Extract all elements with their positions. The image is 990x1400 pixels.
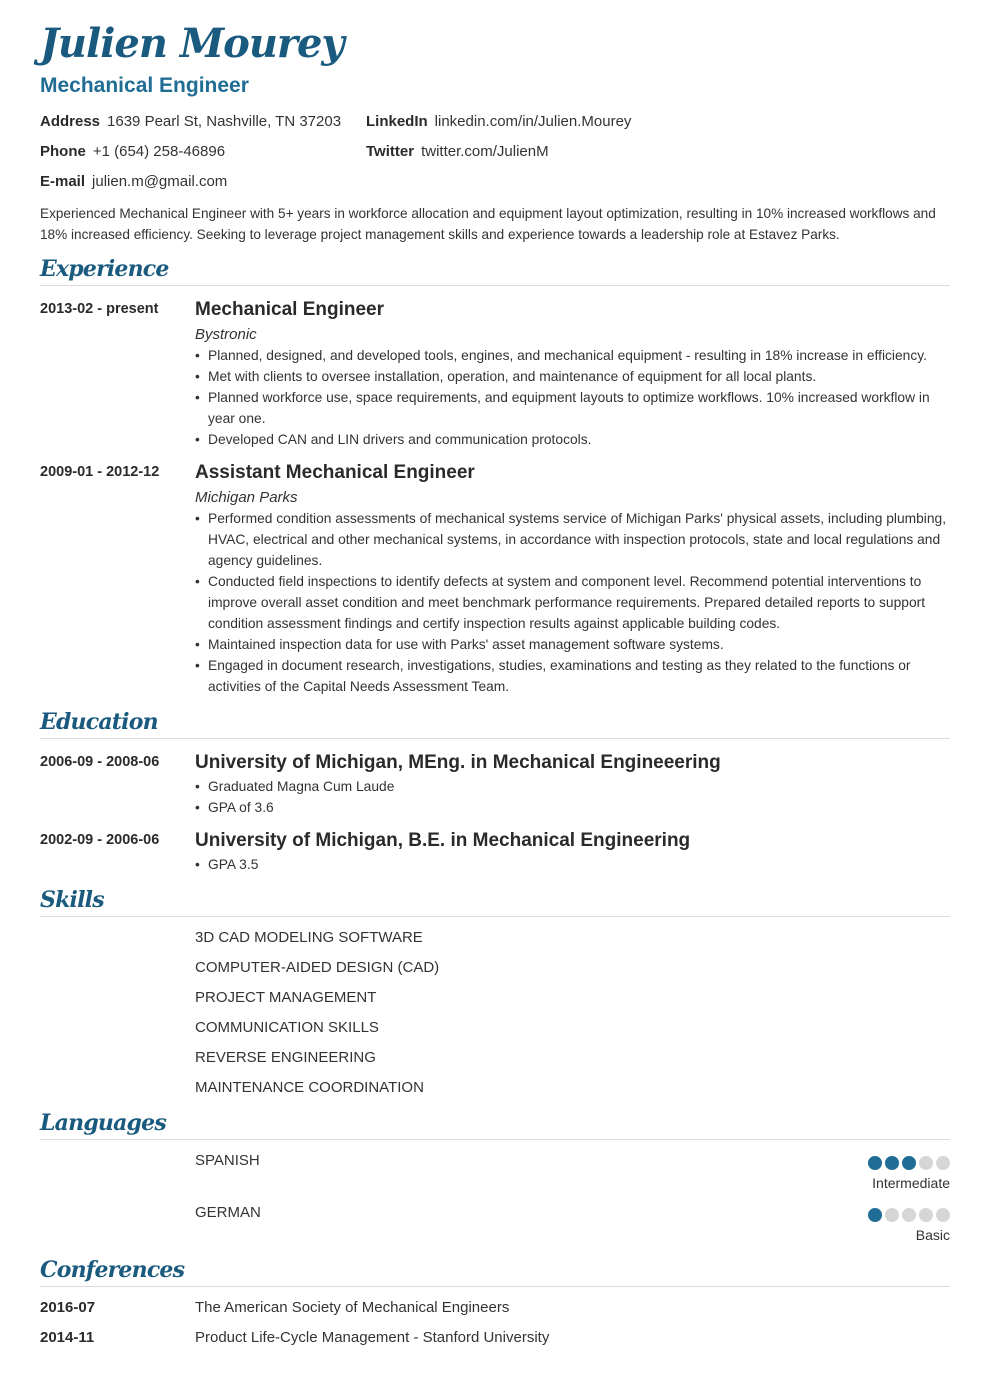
conference-date: 2014-11 bbox=[40, 1329, 95, 1346]
job-bullets bbox=[195, 508, 950, 697]
language-level: Basic bbox=[915, 1227, 950, 1243]
skills-section-header bbox=[40, 887, 950, 917]
skill-item: COMMUNICATION SKILLS bbox=[195, 1019, 379, 1036]
education-section-header bbox=[40, 709, 950, 739]
contact-phone-label: Phone bbox=[40, 143, 86, 160]
skill-item: 3D CAD MODELING SOFTWARE bbox=[195, 929, 423, 946]
contact-email bbox=[40, 173, 227, 190]
contact-address bbox=[40, 113, 341, 130]
education-bullet: • Graduated Magna Cum Laude bbox=[195, 776, 950, 797]
rating-dot-filled bbox=[868, 1208, 882, 1222]
contact-twitter-label: Twitter bbox=[366, 143, 415, 160]
experience-section-header bbox=[40, 256, 950, 286]
language-level: Intermediate bbox=[872, 1175, 950, 1191]
language-name: SPANISH bbox=[195, 1152, 260, 1169]
job-company: Michigan Parks bbox=[195, 489, 298, 506]
conference-name: The American Society of Mechanical Engineers bbox=[195, 1299, 510, 1316]
contact-address-label: Address bbox=[40, 113, 101, 130]
contact-phone bbox=[40, 143, 225, 160]
rating-dot-filled bbox=[868, 1156, 882, 1170]
language-rating-dots bbox=[868, 1156, 950, 1170]
contact-email-value[interactable]: julien.m@gmail.com bbox=[92, 173, 228, 190]
profile-summary: Experienced Mechanical Engineer with 5+ years in workforce allocation and equipment layout optimization, resulting in 10% increased workflows and 18% increased efficiency. Seeking to leverage project management skills and experience towards a leadership role at Estavez Parks. bbox=[40, 206, 936, 242]
job-bullet: • Conducted field inspections to identify defects at system and component level. Recommend potential interventions to improve overall asset condition and meet benchmark performance requirements. Prepared detailed reports to support condition assessment findings and certify inspection results against applicable building codes. bbox=[195, 571, 950, 634]
skills-heading: Skills bbox=[40, 887, 104, 913]
conferences-section-header bbox=[40, 1257, 950, 1287]
skill-item: COMPUTER-AIDED DESIGN (CAD) bbox=[195, 959, 440, 976]
skill-item: PROJECT MANAGEMENT bbox=[195, 989, 377, 1006]
education-dates: 2006-09 - 2008-06 bbox=[40, 754, 160, 770]
education-bullet: • GPA of 3.6 bbox=[195, 797, 950, 818]
job-bullet: • Maintained inspection data for use with Parks' asset management software systems. bbox=[195, 634, 950, 655]
education-bullets bbox=[195, 854, 950, 875]
language-name: GERMAN bbox=[195, 1204, 261, 1221]
job-bullets bbox=[195, 345, 950, 450]
education-title: University of Michigan, MEng. in Mechanical Engineeering bbox=[195, 752, 721, 773]
job-title: Mechanical Engineer bbox=[195, 299, 385, 320]
education-bullets bbox=[195, 776, 950, 818]
candidate-title: Mechanical Engineer bbox=[40, 74, 249, 97]
job-bullet: • Engaged in document research, investigations, studies, examinations and testing as they related to the functions or activities of the Capital Needs Assessment Team. bbox=[195, 655, 950, 697]
contact-linkedin-label: LinkedIn bbox=[366, 113, 428, 130]
languages-heading: Languages bbox=[40, 1110, 166, 1136]
job-dates: 2013-02 - present bbox=[40, 301, 159, 317]
contact-email-label: E-mail bbox=[40, 173, 86, 190]
rating-dot-empty bbox=[936, 1208, 950, 1222]
rating-dot-filled bbox=[902, 1156, 916, 1170]
resume-page bbox=[40, 0, 950, 1400]
job-bullet: • Met with clients to oversee installation, operation, and maintenance of equipment for all local plants. bbox=[195, 366, 950, 387]
rating-dot-empty bbox=[902, 1208, 916, 1222]
contact-twitter bbox=[366, 143, 549, 160]
languages-section-header bbox=[40, 1110, 950, 1140]
rating-dot-empty bbox=[885, 1208, 899, 1222]
job-bullet: • Planned, designed, and developed tools, engines, and mechanical equipment - resulting in 18% increase in efficiency. bbox=[195, 345, 950, 366]
contact-linkedin-value[interactable]: linkedin.com/in/Julien.Mourey bbox=[434, 113, 632, 130]
rating-dot-empty bbox=[919, 1156, 933, 1170]
job-company: Bystronic bbox=[195, 326, 257, 343]
skill-item: MAINTENANCE COORDINATION bbox=[195, 1079, 424, 1096]
experience-heading: Experience bbox=[40, 256, 169, 282]
conferences-heading: Conferences bbox=[40, 1257, 185, 1283]
contact-linkedin bbox=[366, 113, 631, 130]
education-bullet: • GPA 3.5 bbox=[195, 854, 950, 875]
skill-item: REVERSE ENGINEERING bbox=[195, 1049, 376, 1066]
rating-dot-empty bbox=[936, 1156, 950, 1170]
education-title: University of Michigan, B.E. in Mechanical Engineering bbox=[195, 830, 691, 851]
conference-name: Product Life-Cycle Management - Stanford University bbox=[195, 1329, 550, 1346]
contact-twitter-value[interactable]: twitter.com/JulienM bbox=[421, 143, 549, 160]
contact-address-value: 1639 Pearl St, Nashville, TN 37203 bbox=[107, 113, 342, 130]
candidate-name: Julien Mourey bbox=[40, 20, 344, 67]
education-heading: Education bbox=[40, 709, 158, 735]
job-title: Assistant Mechanical Engineer bbox=[195, 462, 475, 483]
education-dates: 2002-09 - 2006-06 bbox=[40, 832, 160, 848]
job-bullet: • Performed condition assessments of mechanical systems service of Michigan Parks' physical assets, including plumbing, HVAC, electrical and other mechanical systems, in accordance with inspection protocols, state and local regulations and agency guidelines. bbox=[195, 508, 950, 571]
language-rating-dots bbox=[868, 1208, 950, 1222]
rating-dot-empty bbox=[919, 1208, 933, 1222]
conference-date: 2016-07 bbox=[40, 1299, 96, 1316]
contact-phone-value: +1 (654) 258-46896 bbox=[92, 143, 226, 160]
job-bullet: • Developed CAN and LIN drivers and communication protocols. bbox=[195, 429, 950, 450]
job-bullet: • Planned workforce use, space requirements, and equipment layouts to optimize workflows. 10% increased workflow in year one. bbox=[195, 387, 950, 429]
job-dates: 2009-01 - 2012-12 bbox=[40, 464, 160, 480]
rating-dot-filled bbox=[885, 1156, 899, 1170]
